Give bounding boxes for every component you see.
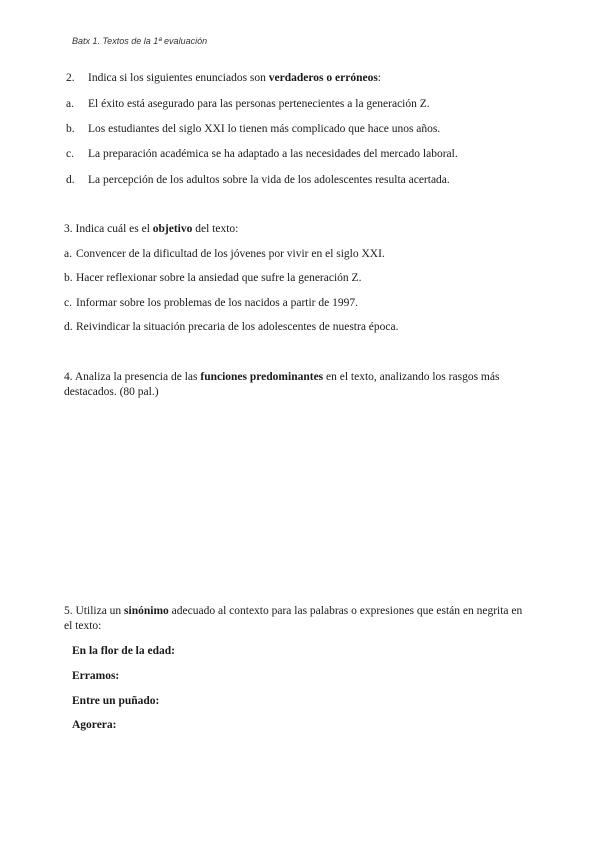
q3-text-after: del texto: — [192, 223, 239, 235]
q5-number: 5. — [64, 605, 73, 617]
q2-statement — [66, 71, 381, 86]
q5-term-4: Agorera: — [72, 719, 117, 731]
q5-term-3: Entre un puñado: — [72, 695, 160, 707]
q2-text-before: Indica si los siguientes enunciados son — [88, 72, 269, 84]
q5-text-after: adecuado al contexto para las palabras o expresiones que están en negrita en el texto: — [64, 605, 523, 632]
q4-text-before: Analiza la presencia de las — [74, 371, 201, 383]
q5-bold: sinónimo — [124, 605, 169, 617]
q5-statement — [64, 604, 524, 634]
option-text: Hacer reflexionar sobre la ansiedad que sufre la generación Z. — [76, 272, 362, 284]
page-header: Batx 1. Textos de la 1ª evaluación — [72, 36, 208, 46]
option-letter: a. — [66, 98, 74, 110]
option-letter: b. — [66, 123, 75, 135]
option-letter: d. — [66, 174, 75, 186]
option-text: Convencer de la dificultad de los jóvenes por vivir en el siglo XXI. — [76, 248, 385, 260]
option-letter: d. — [64, 321, 73, 333]
q3-bold: objetivo — [152, 223, 193, 235]
q4-statement — [64, 370, 524, 400]
q2-bold: verdaderos o erróneos — [268, 72, 378, 84]
q3-text-before: Indica cuál es el — [75, 223, 153, 235]
option-text: La preparación académica se ha adaptado a las necesidades del mercado laboral. — [88, 148, 458, 160]
option-text: Los estudiantes del siglo XXI lo tienen más complicado que hace unos años. — [88, 123, 441, 135]
q2-option-c — [66, 147, 458, 162]
q4-text-after: en el texto, analizando los rasgos más destacados. (80 pal.) — [64, 371, 500, 398]
q5-term-1: En la flor de la edad: — [72, 645, 175, 657]
q2-text-after: : — [377, 72, 381, 84]
option-letter: c. — [66, 148, 74, 160]
q5-text-before: Utiliza un — [75, 605, 125, 617]
q2-option-b — [66, 122, 440, 137]
q3-option-d — [64, 320, 399, 335]
q3-number: 3. — [64, 223, 73, 235]
option-text: Reivindicar la situación precaria de los adolescentes de nuestra época. — [76, 321, 399, 333]
option-text: El éxito está asegurado para las personas pertenecientes a la generación Z. — [88, 98, 430, 110]
q4-bold: funciones predominantes — [200, 371, 324, 383]
q2-option-a — [66, 97, 430, 112]
q2-number: 2. — [66, 72, 75, 84]
q3-option-a — [64, 247, 385, 262]
q3-statement — [64, 222, 238, 237]
q5-term-2: Erramos: — [72, 670, 120, 682]
option-text: Informar sobre los problemas de los nacidos a partir de 1997. — [76, 297, 358, 309]
option-text: La percepción de los adultos sobre la vida de los adolescentes resulta acertada. — [88, 174, 450, 186]
q4-number: 4. — [64, 371, 73, 383]
q2-option-d — [66, 173, 450, 188]
option-letter: a. — [64, 248, 72, 260]
option-letter: b. — [64, 272, 73, 284]
q3-option-c — [64, 296, 358, 311]
option-letter: c. — [64, 297, 72, 309]
q3-option-b — [64, 271, 361, 286]
